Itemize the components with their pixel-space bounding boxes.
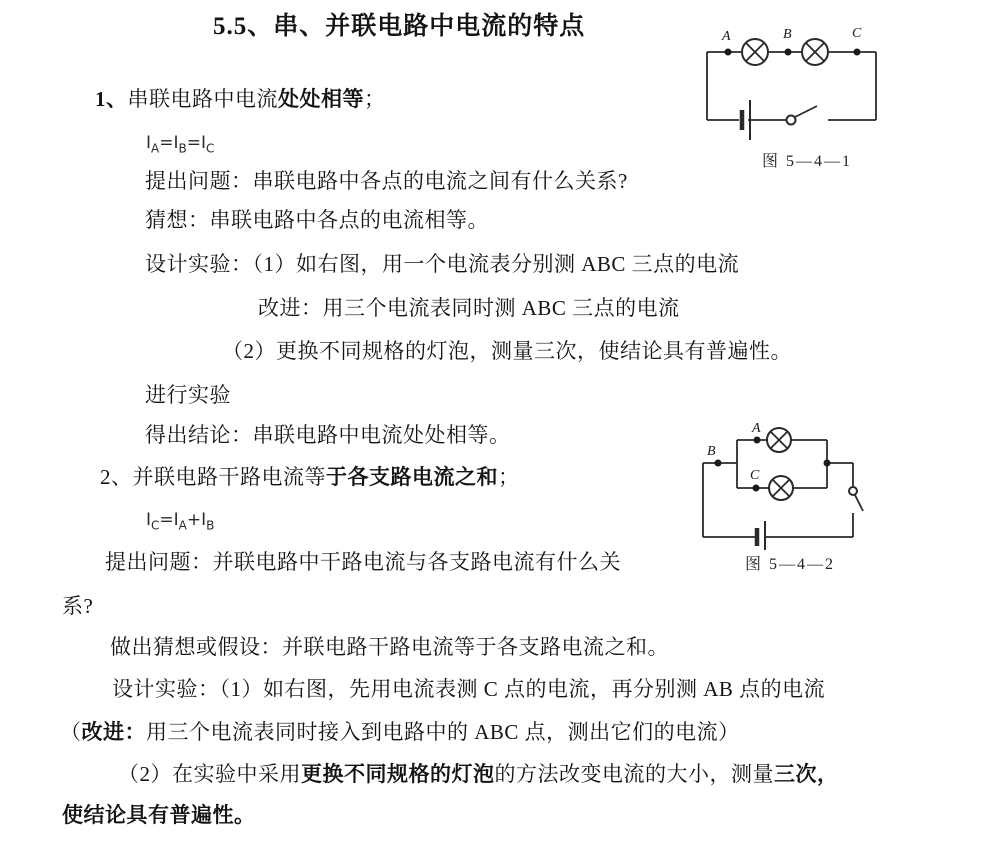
sec2-improve-open: （: [60, 720, 82, 744]
switch-icon: [787, 106, 818, 125]
formula-operator: =: [186, 133, 201, 153]
sec2-design-step2: [118, 761, 839, 788]
point-label-B: B: [783, 28, 792, 42]
formula-subscript: A: [151, 141, 160, 156]
wire: [703, 440, 853, 537]
sec2-heading-punct: ；: [498, 465, 520, 489]
lamp-icon: [769, 476, 793, 500]
sec1-guess: 猜想：串联电路中各点的电流相等。: [145, 208, 489, 232]
formula-symbol: I: [173, 510, 179, 530]
point-label-C: C: [750, 468, 760, 483]
formula-symbol: I: [146, 510, 152, 530]
wire: [707, 52, 876, 120]
sec2-design2-pre: （2）在实验中采用: [118, 762, 301, 786]
fig2-caption: 图 5—4—2: [745, 556, 836, 573]
formula-symbol: I: [201, 510, 207, 530]
sec2-design2-bold1: 更换不同规格的灯泡: [301, 762, 495, 786]
lamp-icon: [802, 39, 828, 65]
fig1-caption: 图 5—4—1: [762, 153, 853, 170]
formula-subscript: B: [178, 141, 187, 156]
sec2-improve: [60, 719, 740, 746]
node-dot-A: [754, 437, 761, 444]
page-title: 5.5、串、并联电路中电流的特点: [213, 13, 586, 40]
node-dot-C: [854, 49, 861, 56]
sec1-heading-punct: ；: [364, 87, 386, 111]
node-dot-B: [785, 49, 792, 56]
formula-subscript: A: [178, 518, 187, 533]
junction-dot: [824, 460, 831, 467]
sec2-heading-pre: 并联电路干路电流等: [132, 465, 326, 489]
formula-symbol: I: [200, 133, 206, 153]
sec1-heading-pre: 串联电路中电流: [127, 87, 278, 111]
formula-operator: =: [159, 133, 174, 153]
parallel-current-formula: [146, 509, 214, 531]
series-current-formula: [146, 132, 214, 154]
sec2-guess: 做出猜想或假设：并联电路干路电流等于各支路电流之和。: [110, 635, 669, 659]
sec2-question-line2: 系?: [62, 594, 94, 618]
series-circuit-diagram: [695, 28, 895, 148]
sec2-improve-bold: 改进：: [81, 720, 146, 744]
node-dot-A: [725, 49, 732, 56]
formula-subscript: C: [206, 141, 215, 156]
sec2-heading-bold: 于各支路电流之和: [326, 465, 498, 489]
sec1-heading-bold: 处处相等: [278, 87, 364, 111]
formula-subscript: B: [206, 518, 215, 533]
sec1-improve: 改进：用三个电流表同时测 ABC 三点的电流: [258, 296, 680, 320]
sec2-number: 2、: [100, 465, 133, 489]
formula-symbol: I: [146, 133, 152, 153]
parallel-circuit-diagram: [690, 418, 905, 550]
point-label-B: B: [707, 444, 716, 459]
sec2-question-line1: 提出问题：并联电路中干路电流与各支路电流有什么关: [105, 550, 621, 574]
node-dot-B: [715, 460, 722, 467]
sec2-improve-rest: 用三个电流表同时接入到电路中的 ABC 点，测出它们的电流）: [146, 720, 740, 744]
sec2-design2-mid: 的方法改变电流的大小，测量: [494, 762, 774, 786]
sec1-design-step2: （2）更换不同规格的灯泡，测量三次，使结论具有普遍性。: [222, 339, 792, 363]
sec1-perform: 进行实验: [145, 383, 231, 407]
formula-operator: +: [186, 510, 202, 530]
point-label-A: A: [722, 29, 731, 44]
sec2-design-step2-cont: 使结论具有普遍性。: [62, 803, 256, 827]
formula-subscript: C: [151, 518, 160, 533]
sec1-number: 1、: [95, 87, 128, 111]
sec1-heading: [95, 86, 386, 113]
battery-icon: [757, 521, 765, 550]
switch-icon: [849, 487, 863, 511]
sec1-conclusion: 得出结论：串联电路中电流处处相等。: [145, 423, 511, 447]
sec2-design2-bold2: 三次，: [774, 762, 839, 786]
node-dot-C: [753, 485, 760, 492]
lamp-icon: [742, 39, 768, 65]
formula-operator: =: [159, 510, 174, 530]
point-label-C: C: [852, 28, 862, 41]
sec1-design-step1: 设计实验：（1）如右图，用一个电流表分别测 ABC 三点的电流: [145, 252, 740, 276]
point-label-A: A: [752, 421, 761, 436]
formula-symbol: I: [173, 133, 179, 153]
sec1-question: 提出问题：串联电路中各点的电流之间有什么关系?: [145, 169, 628, 193]
sec2-design-step1: 设计实验：（1）如右图，先用电流表测 C 点的电流，再分别测 AB 点的电流: [112, 677, 826, 701]
lamp-icon: [767, 428, 791, 452]
sec2-heading: [100, 464, 520, 491]
